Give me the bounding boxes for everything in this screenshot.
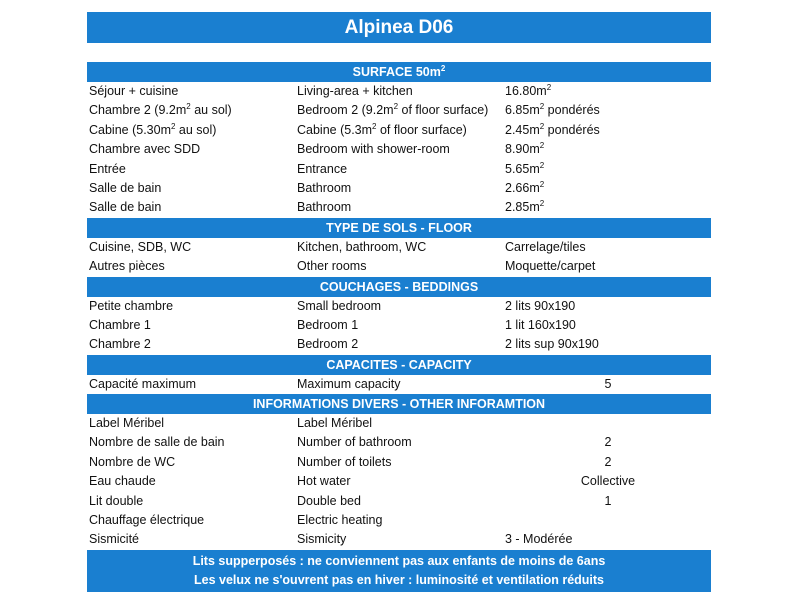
surface-value xyxy=(505,140,711,159)
surface-row xyxy=(87,160,711,179)
surface-label-en-sup: 2 xyxy=(372,121,377,131)
floor-label-en: Kitchen, bathroom, WC xyxy=(297,239,427,254)
info-row xyxy=(87,492,711,511)
surface-label-en xyxy=(297,160,505,179)
surface-label-en-text: Bedroom with shower-room xyxy=(297,142,450,157)
surface-row xyxy=(87,121,711,140)
surface-label-en xyxy=(297,140,505,159)
info-row xyxy=(87,453,711,472)
beddings-value: 2 lits sup 90x190 xyxy=(505,337,599,352)
surface-value-text: 2.66m xyxy=(505,180,540,195)
surface-header xyxy=(87,62,711,82)
info-rows xyxy=(87,414,711,550)
info-label-en: Electric heating xyxy=(297,513,383,528)
surface-label-fr-text: Chambre 2 (9.2m xyxy=(89,103,187,118)
floor-row xyxy=(87,257,711,276)
surface-value-text: 5.65m xyxy=(505,161,540,176)
surface-label-en xyxy=(297,179,505,198)
floor-header: TYPE DE SOLS - FLOOR xyxy=(87,218,711,238)
surface-row xyxy=(87,198,711,217)
surface-value xyxy=(505,101,711,120)
floor-value: Moquette/carpet xyxy=(505,259,596,274)
footer-note-velux: Les velux ne s'ouvrent pas en hiver : luminosité et ventilation réduits xyxy=(193,572,605,587)
surface-label-fr-sup: 2 xyxy=(186,102,191,112)
beddings-row xyxy=(87,335,711,354)
surface-label-fr xyxy=(87,160,297,179)
info-header: INFORMATIONS DIVERS - OTHER INFORAMTION xyxy=(87,394,711,414)
surface-label-fr xyxy=(87,101,297,120)
surface-value-tail: pondérés xyxy=(544,122,600,137)
surface-label-en-text: Entrance xyxy=(297,161,348,176)
info-value: Collective xyxy=(580,474,636,489)
surface-value-sup: 2 xyxy=(546,83,552,92)
info-row xyxy=(87,511,711,530)
surface-value-text: 2.85m xyxy=(505,200,540,215)
info-value xyxy=(505,414,711,433)
surface-value-tail: pondérés xyxy=(544,103,600,118)
surface-label-en-tail: of floor surface) xyxy=(398,103,489,118)
surface-value-sup: 2 xyxy=(539,102,545,112)
surface-value-text: 2.45m xyxy=(505,122,540,137)
capacity-label-en: Maximum capacity xyxy=(297,376,401,391)
title-spacer xyxy=(87,43,711,62)
surface-label-en xyxy=(297,198,505,217)
beddings-value: 2 lits 90x190 xyxy=(505,298,576,313)
surface-label-en-text: Cabine (5.3m xyxy=(297,122,373,137)
info-label-en: Number of bathroom xyxy=(297,435,412,450)
surface-label-en-text: Bathroom xyxy=(297,180,352,195)
surface-label-en-tail: of floor surface) xyxy=(376,122,467,137)
surface-label-fr-tail: au sol) xyxy=(190,103,232,118)
info-row xyxy=(87,472,711,491)
capacity-row xyxy=(87,375,711,394)
beddings-label-en: Small bedroom xyxy=(297,298,382,313)
surface-rows xyxy=(87,82,711,218)
info-value: 2 xyxy=(604,454,612,469)
info-label-en: Hot water xyxy=(297,474,351,489)
surface-label-fr-text: Entrée xyxy=(89,161,126,176)
surface-header-text: SURFACE 50m xyxy=(352,65,441,79)
surface-header-sup: 2 xyxy=(440,64,446,73)
surface-label-fr-text: Chambre avec SDD xyxy=(89,142,201,157)
beddings-rows xyxy=(87,297,711,355)
surface-value xyxy=(505,121,711,140)
surface-value-text: 6.85m xyxy=(505,103,540,118)
beddings-label-fr: Petite chambre xyxy=(89,298,174,313)
info-label-fr: Eau chaude xyxy=(89,474,156,489)
surface-value-sup: 2 xyxy=(539,199,545,209)
beddings-label-fr: Chambre 2 xyxy=(89,337,151,352)
info-label-fr: Nombre de salle de bain xyxy=(89,435,225,450)
floor-label-fr: Cuisine, SDB, WC xyxy=(89,239,192,254)
surface-label-fr xyxy=(87,82,297,101)
surface-label-en xyxy=(297,101,505,120)
capacity-label-fr: Capacité maximum xyxy=(89,376,196,391)
footer-notes xyxy=(87,550,711,592)
footer-note-bunk-beds: Lits supperposés : ne conviennent pas aux enfants de moins de 6ans xyxy=(192,553,606,568)
surface-label-en-text: Bathroom xyxy=(297,200,352,215)
beddings-value: 1 lit 160x190 xyxy=(505,317,576,332)
info-row xyxy=(87,530,711,549)
surface-value xyxy=(505,179,711,198)
surface-label-fr-tail: au sol) xyxy=(175,122,217,137)
info-value: 2 xyxy=(604,435,612,450)
surface-row xyxy=(87,101,711,120)
info-label-en: Label Méribel xyxy=(297,416,373,431)
surface-value xyxy=(505,82,711,101)
surface-label-fr-text: Salle de bain xyxy=(89,180,162,195)
surface-value-sup: 2 xyxy=(539,121,545,131)
floor-label-en: Other rooms xyxy=(297,259,367,274)
surface-value-sup: 2 xyxy=(539,179,545,189)
surface-value xyxy=(505,198,711,217)
floor-rows xyxy=(87,238,711,277)
floor-label-fr: Autres pièces xyxy=(89,259,165,274)
surface-label-fr-text: Salle de bain xyxy=(89,200,162,215)
surface-label-fr-text: Séjour + cuisine xyxy=(89,84,179,98)
beddings-label-en: Bedroom 2 xyxy=(297,337,359,352)
beddings-row xyxy=(87,316,711,335)
info-row xyxy=(87,414,711,433)
surface-row xyxy=(87,140,711,159)
info-value xyxy=(505,511,711,530)
beddings-label-fr: Chambre 1 xyxy=(89,317,151,332)
beddings-row xyxy=(87,297,711,316)
info-sheet xyxy=(87,12,711,592)
surface-label-en-text: Bedroom 2 (9.2m xyxy=(297,103,394,118)
info-value: 1 xyxy=(604,493,612,508)
surface-value-text: 16.80m xyxy=(505,84,547,98)
sheet-title: Alpinea D06 xyxy=(87,12,711,43)
capacity-value: 5 xyxy=(604,376,612,391)
floor-value: Carrelage/tiles xyxy=(505,239,586,254)
surface-value xyxy=(505,160,711,179)
surface-label-en-sup: 2 xyxy=(393,102,399,112)
info-label-en: Sismicity xyxy=(297,532,347,547)
info-row xyxy=(87,433,711,452)
surface-label-en xyxy=(297,121,505,140)
info-label-en: Double bed xyxy=(297,493,361,508)
info-label-fr: Lit double xyxy=(89,493,144,508)
surface-label-en xyxy=(297,82,505,101)
info-label-fr: Label Méribel xyxy=(89,416,165,431)
surface-row xyxy=(87,179,711,198)
info-label-en: Number of toilets xyxy=(297,454,392,469)
surface-row xyxy=(87,82,711,101)
surface-label-fr xyxy=(87,179,297,198)
info-label-fr: Nombre de WC xyxy=(89,454,176,469)
info-value: 3 - Modérée xyxy=(505,532,573,547)
surface-label-fr xyxy=(87,140,297,159)
beddings-header: COUCHAGES - BEDDINGS xyxy=(87,277,711,297)
surface-value-sup: 2 xyxy=(539,160,545,170)
surface-label-fr xyxy=(87,198,297,217)
surface-label-en-text: Living-area + kitchen xyxy=(297,84,413,98)
info-label-fr: Chauffage électrique xyxy=(89,513,205,528)
floor-row xyxy=(87,238,711,257)
surface-label-fr xyxy=(87,121,297,140)
beddings-label-en: Bedroom 1 xyxy=(297,317,359,332)
info-label-fr: Sismicité xyxy=(89,532,140,547)
capacity-rows xyxy=(87,375,711,394)
surface-label-fr-sup: 2 xyxy=(171,121,176,131)
surface-value-text: 8.90m xyxy=(505,142,540,157)
surface-label-fr-text: Cabine (5.30m xyxy=(89,122,171,137)
surface-value-sup: 2 xyxy=(539,141,545,151)
capacity-header: CAPACITES - CAPACITY xyxy=(87,355,711,375)
